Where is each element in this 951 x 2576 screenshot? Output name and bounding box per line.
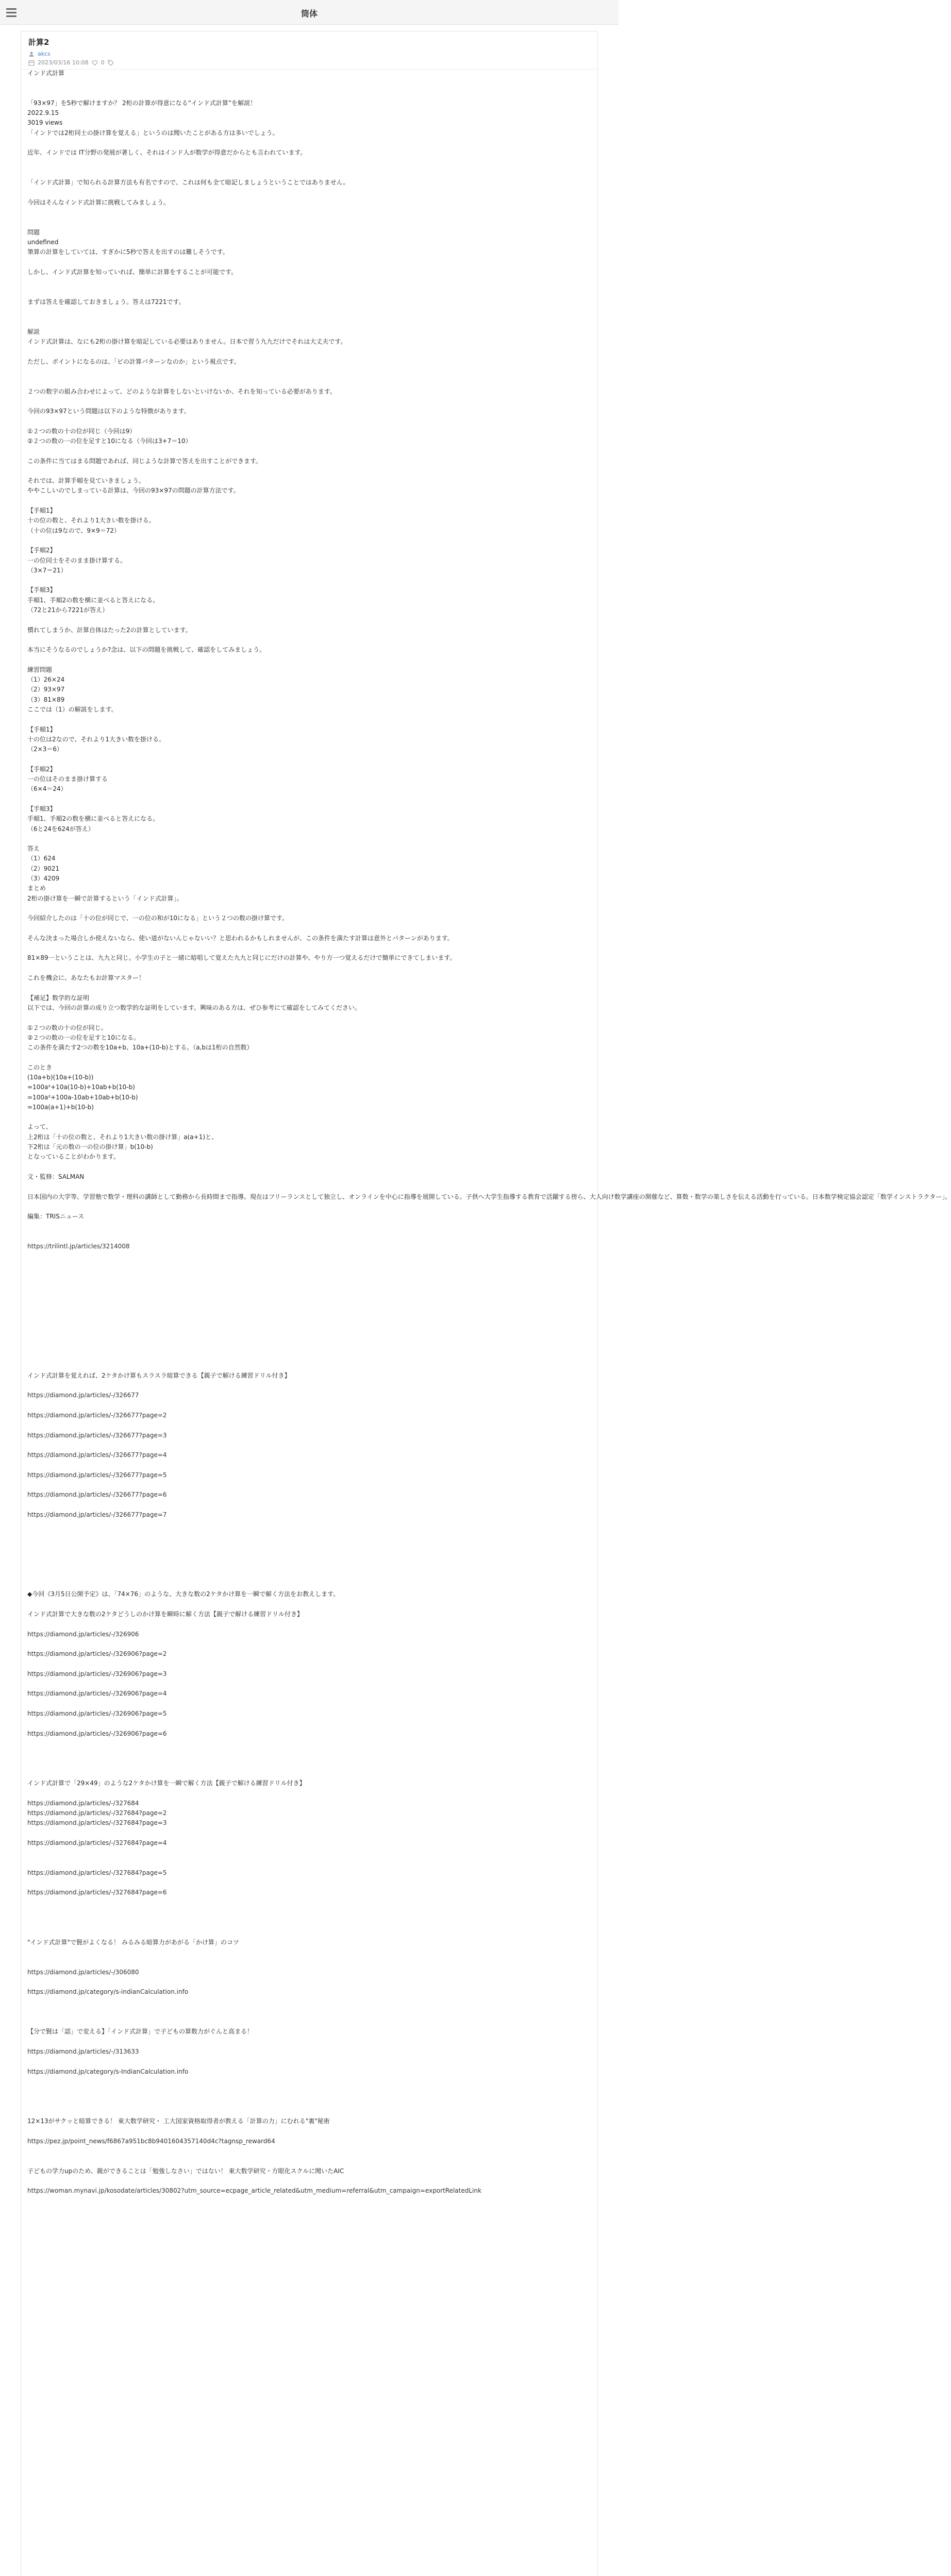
blank-line	[27, 1580, 589, 1589]
memo-text-line: 一の位同士をそのまま掛け算する。	[27, 556, 127, 564]
memo-text-line: インド式計算で「29×49」のような2ケタかけ算を一瞬で解く方法【親子で解ける練習ドリル付き】	[27, 1780, 306, 1787]
memo-text-line: （1）624	[27, 855, 56, 862]
memo-text-line: 3019 views	[27, 119, 63, 127]
memo-link-line[interactable]: https://woman.mynavi.jp/kosodate/articles/30802?utm_source=ecpage_article_related&utm_medium=referral&utm_campaign=exportRelatedLink	[27, 2187, 481, 2195]
memo-text-line: ２つの数字の組み合わせによって、どのような計算をしないといけないか、それを知っている必要があります。	[27, 387, 336, 395]
memo-text-line: (10a+b)(10a+(10-b))	[27, 1073, 94, 1081]
memo-text-line: （2×3＝6）	[27, 745, 63, 753]
blank-line	[27, 1530, 589, 1540]
memo-link-line[interactable]: https://diamond.jp/articles/-/327684?page=6	[27, 1889, 167, 1896]
blank-line	[27, 1828, 589, 1838]
blank-line	[27, 2126, 589, 2136]
blank-line	[27, 2057, 589, 2066]
blank-line	[27, 1788, 589, 1798]
date-row	[28, 59, 590, 66]
memo-text-line: 【手順3】	[27, 586, 56, 594]
memo-text-line: よって、	[27, 1123, 52, 1131]
blank-line	[27, 496, 589, 506]
blank-line	[27, 943, 589, 953]
blank-line	[27, 397, 589, 406]
blank-line	[27, 715, 589, 724]
blank-line	[27, 1053, 589, 1062]
memo-text-line: 本当にそうなるのでしょうか?念は、以下の問題を挑戦して、確認をしてみましょう。	[27, 646, 266, 654]
memo-text-line: 編集：TRISニュース	[27, 1213, 85, 1221]
memo-text-line: （3×7＝21）	[27, 566, 67, 574]
memo-link-line[interactable]: https://diamond.jp/articles/-/313633	[27, 2048, 139, 2056]
blank-line	[27, 1222, 589, 1231]
memo-text-line: 一の位はそのまま掛け算する	[27, 775, 108, 783]
memo-link-line[interactable]: https://diamond.jp/articles/-/326906?page=6	[27, 1730, 167, 1737]
blank-line	[27, 754, 589, 764]
blank-line	[27, 138, 589, 148]
blank-line	[27, 367, 589, 377]
memo-link-line[interactable]: https://diamond.jp/articles/-/327684?page=5	[27, 1869, 167, 1876]
memo-title: 計算2	[28, 38, 49, 47]
memo-link-line[interactable]: https://diamond.jp/articles/-/327684	[27, 1799, 139, 1807]
blank-line	[27, 1461, 589, 1470]
memo-text-line: =100a²+100a-10ab+10ab+b(10-b)	[27, 1093, 138, 1101]
memo-text-line: 今回の93×97という問題は以下のような特徴があります。	[27, 408, 190, 415]
blank-line	[27, 794, 589, 804]
memo-text-line: 練習問題	[27, 666, 53, 673]
memo-text-line: 「93×97」を5秒で解けますか？ 2桁の計算が得意になる“インド式計算”を解説！	[27, 99, 257, 107]
memo-text-line: 2桁の掛け算を一瞬で計算するという「インド式計算」。	[27, 894, 183, 902]
memo-text-line: 十の位の数と、それより1大きい数を掛ける。	[27, 517, 155, 524]
blank-line	[27, 1500, 589, 1510]
blank-line	[27, 1341, 589, 1351]
blank-line	[27, 2017, 589, 2027]
memo-link-line[interactable]: https://diamond.jp/articles/-/326677?page=3	[27, 1431, 167, 1439]
blank-line	[27, 834, 589, 844]
memo-text-line: 今回はそんなインド式計算に挑戦してみましょう。	[27, 198, 170, 206]
blank-line	[27, 1520, 589, 1530]
app-title: 筒体	[301, 9, 318, 19]
blank-line	[27, 1361, 589, 1371]
memo-text-line: ただし、ポイントになるのは、「ビの計算パターンなのか」という視点です。	[27, 358, 240, 365]
blank-line	[27, 287, 589, 297]
memo-link-line[interactable]: https://diamond.jp/articles/-/326906?page=5	[27, 1709, 167, 1717]
memo-text-line: まとめ	[27, 885, 46, 892]
memo-text-line: ややこしいのでしまっている計算は、今回の93×97の問題の計算方法です。	[27, 487, 240, 495]
blank-line	[27, 2156, 589, 2166]
blank-line	[27, 1321, 589, 1331]
memo-text-line: ①２つの数の十の位が同じ。	[27, 1024, 107, 1031]
blank-line	[27, 2037, 589, 2047]
memo-text-line: 【手順1】	[27, 507, 56, 515]
blank-line	[27, 1947, 589, 1957]
blank-line	[27, 1928, 589, 1938]
blank-line	[27, 1769, 589, 1778]
blank-line	[27, 1977, 589, 1987]
memo-text-line: =100a²+10a(10-b)+10ab+b(10-b)	[27, 1083, 135, 1091]
memo-link-line[interactable]: https://diamond.jp/articles/-/326906?page=4	[27, 1690, 167, 1698]
blank-line	[27, 1550, 589, 1560]
memo-link-line[interactable]: https://diamond.jp/articles/-/327684?page=4	[27, 1839, 167, 1846]
memo-link-line[interactable]: https://diamond.jp/articles/-/327684?page=3	[27, 1819, 167, 1827]
memo-text-line: インド式計算を覚えれば、2ケタかけ算もスラスラ暗算できる【親子で解ける練習ドリル付き】	[27, 1371, 291, 1379]
blank-line	[27, 635, 589, 645]
blank-line	[27, 277, 589, 287]
blank-line	[27, 168, 589, 178]
blank-line	[27, 2146, 589, 2156]
memo-text-line: 【手順2】	[27, 765, 56, 773]
blank-line	[27, 1262, 589, 1272]
blank-line	[27, 188, 589, 198]
blank-line	[27, 1301, 589, 1311]
memo-text-line: （72と21から7221が答え）	[27, 606, 109, 614]
blank-line	[27, 1679, 589, 1689]
blank-line	[27, 615, 589, 625]
blank-line	[27, 208, 589, 217]
memo-text-line: ◆今回《3月5日公開予定》は、「74×76」のような、大きな数の2ケタかけ算を一瞬で解く方法をお教えします。	[27, 1590, 340, 1598]
blank-line	[27, 2077, 589, 2087]
blank-line	[27, 1331, 589, 1341]
blank-line	[27, 1540, 589, 1550]
memo-text-line: 「インド式計算」で知られる計算方法も有名ですので、これは何も全て暗記しましょうということではありません。	[27, 179, 349, 187]
blank-line	[27, 1112, 589, 1122]
memo-text-line: 問題	[27, 228, 40, 236]
memo-text-line: まずは答えを確認しておきましょう。答えは7221です。	[27, 298, 185, 306]
blank-line	[27, 1918, 589, 1927]
user-icon	[28, 51, 35, 57]
blank-line	[27, 1401, 589, 1411]
blank-line	[27, 1719, 589, 1728]
memo-text-line: 【手順2】	[27, 547, 56, 554]
memo-text-line: 筆算の計算をしていては、すぎかに5秒で答えを出すのは難しそうです。	[27, 248, 229, 256]
memo-text-line: 手順1、手順2の数を横に並べると答えになる。	[27, 815, 159, 823]
memo-text-line: 「インドでは2桁同士の掛け算を覚える」というのは聞いたことがある方は多いでしょう。	[27, 129, 279, 137]
memo-text-line: 以下では、今回の計算の成り立つ数学的な証明をしています。興味のある方は、ぜひ参考にて確認をしてみてください。	[27, 1004, 361, 1011]
memo-text-line: 慣れてしまうか、計算自体はたった2の計算としています。	[27, 626, 192, 634]
memo-text-line: そんな決まった場合しか使えないなら、使い道がないんじゃないい？と思われるかもしれませんが、この条件を満たす計算は意外とパターンがあります。	[27, 934, 454, 942]
blank-line	[27, 1957, 589, 1967]
memo-link-line[interactable]: https://diamond.jp/articles/-/326677	[27, 1392, 139, 1399]
memo-text-line: これを機会に、あなたもお計算マスター！	[27, 974, 145, 982]
memo-link-line[interactable]: https://diamond.jp/articles/-/326906	[27, 1630, 139, 1638]
memo-link-line[interactable]: https://diamond.jp/articles/-/326677?page=2	[27, 1412, 167, 1419]
blank-line	[27, 258, 589, 267]
memo-text-line: （1）26×24	[27, 676, 65, 684]
memo-text-line: 2022.9.15	[27, 109, 59, 117]
blank-line	[27, 307, 589, 317]
blank-line	[27, 446, 589, 456]
memo-card	[21, 31, 951, 2576]
memo-text-line: 十の位は2なので、それより1大きい数を掛ける。	[27, 735, 165, 743]
memo-link-line[interactable]: https://diamond.jp/articles/-/326677?page=5	[27, 1471, 167, 1479]
memo-text-line: 手順1、手順2の数を横に並べると答えになる。	[27, 596, 159, 604]
author-row	[28, 50, 590, 57]
blank-line	[27, 2087, 589, 2096]
blank-line	[27, 983, 589, 993]
memo-text-line: 上2桁は「十の位の数と、それより1大きい数の掛け算」a(a+1)と、	[27, 1133, 218, 1141]
blank-line	[27, 1600, 589, 1609]
blank-line	[27, 1292, 589, 1301]
memo-text-line: （3）81×89	[27, 696, 65, 703]
calendar-icon	[28, 60, 35, 66]
memo-text-line: （6×4＝24）	[27, 785, 67, 793]
blank-line	[27, 1560, 589, 1570]
memo-body	[27, 69, 951, 2196]
memo-text-line: （2）9021	[27, 865, 60, 872]
blank-line	[27, 1739, 589, 1749]
memo-text-line: この条件を満たす2つの数を10a+b、10a+(10-b)とする。（a,bは1桁の自然数）	[27, 1044, 253, 1052]
blank-line	[27, 217, 589, 227]
memo-text-line: （3）4209	[27, 875, 60, 883]
memo-text-line: =100a(a+1)+b(10-b)	[27, 1103, 94, 1111]
blank-line	[27, 1311, 589, 1321]
blank-line	[27, 1420, 589, 1430]
author-link[interactable]: akcs	[38, 50, 51, 57]
blank-line	[27, 1272, 589, 1281]
blank-line	[27, 1570, 589, 1580]
memo-text-line: 近年、インドでは IT分野の発展が著しく、それはインド人が数学が得意だからとも言われています。	[27, 149, 307, 157]
blank-line	[27, 655, 589, 665]
memo-text-line: "インド式計算"で賢がよくなる！ みるみる暗算力があがる「かけ算」のコツ	[27, 1938, 239, 1946]
blank-line	[27, 158, 589, 168]
blank-line	[27, 347, 589, 357]
memo-text-line: 下2桁は「元の数の一の位の掛け算」b(10-b)	[27, 1143, 153, 1151]
memo-header	[21, 31, 597, 70]
blank-line	[27, 1480, 589, 1490]
memo-text-line: ②２つの数の一の位を足すと10になる。	[27, 1033, 140, 1041]
memo-link-line[interactable]: https://diamond.jp/articles/-/326677?page=6	[27, 1491, 167, 1499]
blank-line	[27, 924, 589, 934]
blank-line	[27, 1848, 589, 1858]
blank-line	[27, 1639, 589, 1649]
memo-text-line: しかし、インド式計算を知っていれば、簡単に計算をすることが可能です。	[27, 268, 238, 276]
blank-line	[27, 1013, 589, 1023]
blank-line	[27, 377, 589, 386]
memo-text-line: 【手順3】	[27, 805, 56, 812]
blank-line	[27, 575, 589, 585]
blank-line	[27, 1858, 589, 1868]
heart-icon[interactable]	[92, 60, 98, 66]
blank-line	[27, 89, 589, 98]
blank-line	[27, 1232, 589, 1242]
blank-line	[27, 416, 589, 426]
blank-line	[27, 1619, 589, 1629]
memo-text-line: ①２つの数の十の位が同じ（今回は9）	[27, 427, 136, 435]
blank-line	[27, 2007, 589, 2017]
blank-line	[27, 1182, 589, 1192]
blank-line	[27, 2107, 589, 2116]
memo-text-line: （十の位は9なので、9×9＝72）	[27, 527, 120, 534]
memo-text-line: 答え	[27, 845, 40, 853]
blank-line	[27, 1699, 589, 1709]
blank-line	[27, 904, 589, 913]
blank-line	[27, 536, 589, 546]
memo-text-line: 【分で賢は「認」で変える】「インド式計算」で子どもの算数力がぐんと高まる！	[27, 2028, 254, 2036]
memo-text-line: この条件に当てはまる問題であれば、同じような計算で答えを出すことができます。	[27, 457, 262, 465]
memo-text-line: 【補足】数学的な証明	[27, 994, 90, 1002]
memo-text-line: 今回紹介したのは「十の位が同じで、一の位の和が10になる」という２つの数の掛け算です。	[27, 914, 289, 922]
memo-link-line[interactable]: https://diamond.jp/articles/-/327684?page=2	[27, 1809, 167, 1817]
blank-line	[27, 466, 589, 476]
memo-link-line[interactable]: https://diamond.jp/articles/-/326677?page=7	[27, 1511, 167, 1519]
blank-line	[27, 1908, 589, 1918]
memo-text-line: 日本国内の大学等、学習塾で数学・理科の講師として勤務から長時間まで指導。現在はフリーランスとして独立し、オンラインを中心に指導を展開している。子供へ大学生指導する教育で活躍する傍ら、大人向け数学講座の開催など、算数・数学の楽しさを伝える活動を行っている。日本数学検定協会認定「数学インストラクター」。	[27, 1193, 951, 1200]
memo-text-line: undefined	[27, 239, 59, 246]
memo-link-line[interactable]: https://pez.jp/point_news/f6867a951bc8b9401604357140d4c?tagnsp_reward64	[27, 2137, 275, 2145]
blank-line	[27, 1251, 589, 1261]
memo-text-line: インド式計算は、なにも2桁の掛け算を暗記している必要はありません。日本で習う九九だけでそれは大丈夫です。	[27, 338, 347, 346]
memo-date: 2023/03/16 10:08	[38, 59, 89, 66]
blank-line	[27, 1162, 589, 1172]
blank-line	[27, 78, 589, 88]
blank-line	[27, 1351, 589, 1361]
memo-text-line: 子どもの学力upのため、親ができることは「勉強しなさい」ではない！ 東大数学研究・方眼化スクルに聞いたAIC	[27, 2167, 344, 2175]
memo-link-line[interactable]: https://diamond.jp/category/s-IndianCalculation.info	[27, 2067, 189, 2075]
blank-line	[27, 317, 589, 327]
blank-line	[27, 1440, 589, 1450]
blank-line	[27, 1997, 589, 2007]
memo-link-line[interactable]: https://trilintl.jp/articles/3214008	[27, 1243, 130, 1250]
memo-text-line: 文・監修：SALMAN	[27, 1173, 85, 1180]
memo-link-line[interactable]: https://diamond.jp/articles/-/326906?page=2	[27, 1650, 167, 1658]
blank-line	[27, 1898, 589, 1908]
blank-line	[27, 1758, 589, 1768]
memo-text-line: ②２つの数の一の位を足すと10になる（今回は3+7＝10）	[27, 437, 192, 445]
blank-line	[27, 2176, 589, 2186]
blank-line	[27, 1659, 589, 1669]
tag-icon[interactable]	[108, 60, 114, 66]
memo-text-line: 12×13がサクッと暗算できる！ 東大数学研究・ 工大国家資格取得者が教える「計算の力」にむれる"裏"秘術	[27, 2117, 330, 2125]
memo-link-line[interactable]: https://diamond.jp/articles/-/306080	[27, 1968, 139, 1976]
blank-line	[27, 1202, 589, 1212]
like-count: 0	[101, 59, 105, 66]
memo-text-line: このとき	[27, 1063, 53, 1071]
blank-line	[27, 963, 589, 973]
memo-text-line: 【手順1】	[27, 725, 56, 733]
memo-text-line: インド式計算で大きな数の2ケタどうしのかけ算を瞬時に解く方法【親子で解ける練習ドリル付き】	[27, 1611, 304, 1618]
memo-text-line: インド式計算	[27, 70, 65, 77]
top-bar	[0, 0, 619, 25]
blank-line	[27, 1878, 589, 1888]
blank-line	[27, 1281, 589, 1291]
memo-link-line[interactable]: https://diamond.jp/articles/-/326677?page=4	[27, 1451, 167, 1459]
memo-text-line: 解説	[27, 328, 40, 335]
memo-text-line: （2）93×97	[27, 686, 65, 693]
memo-text-line: それでは、計算手順を見ていきましょう。	[27, 477, 145, 485]
blank-line	[27, 1381, 589, 1391]
memo-link-line[interactable]: https://diamond.jp/articles/-/326906?page=3	[27, 1670, 167, 1677]
memo-text-line: ここでは（1）の解説をします。	[27, 706, 118, 713]
memo-text-line: 81×89一ということは、九九と同じ。小学生の子と一緒に暗唱して覚えた九九と同じにだけの計算や、やり方一つ覚えるだけで簡単にできてしまいます。	[27, 954, 456, 962]
memo-link-line[interactable]: https://diamond.jp/category/s-indianCalculation.info	[27, 1988, 189, 1996]
blank-line	[27, 1749, 589, 1758]
blank-line	[27, 2097, 589, 2107]
memo-text-line: となっていることがわかります。	[27, 1153, 120, 1161]
memo-text-line: （6と24を624が答え）	[27, 825, 94, 833]
